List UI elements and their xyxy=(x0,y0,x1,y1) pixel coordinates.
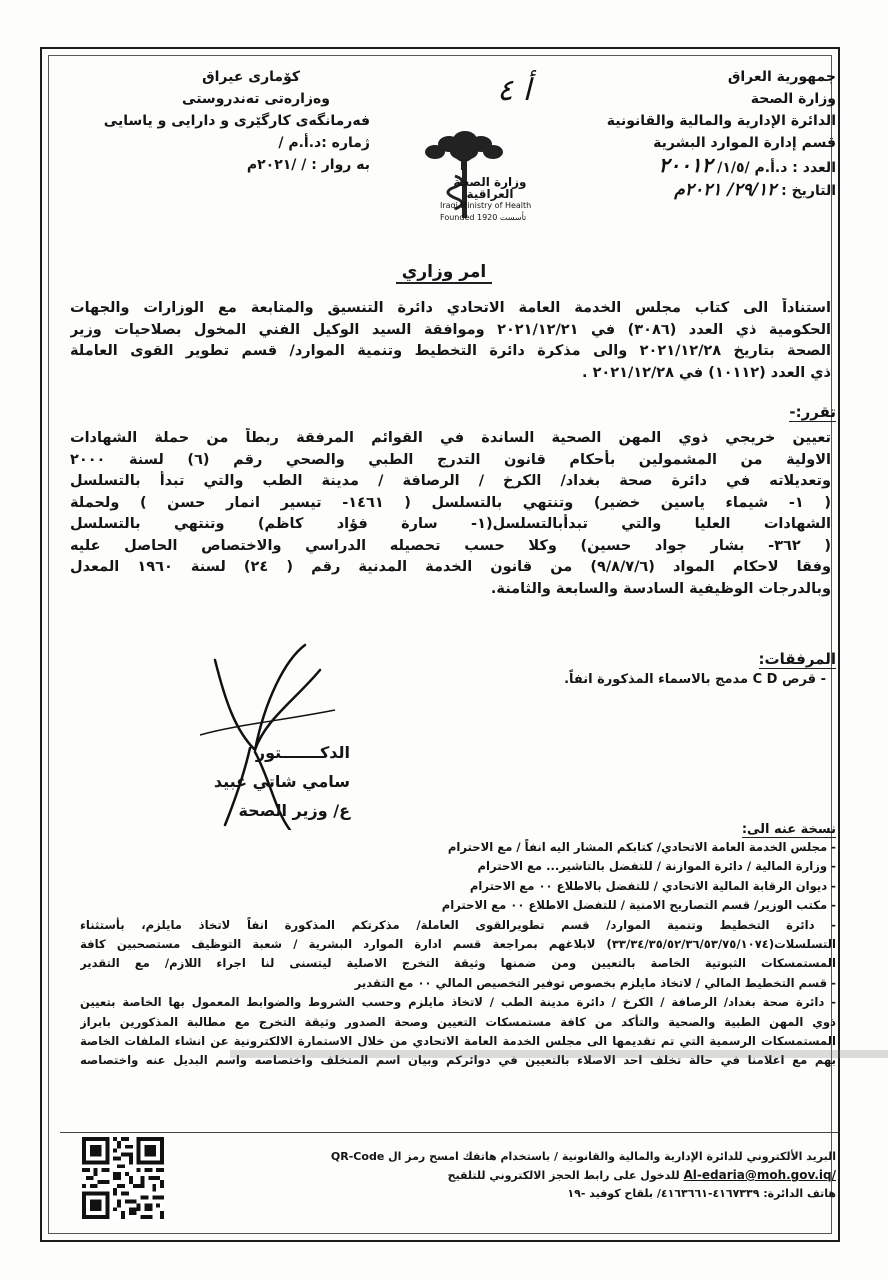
logo-name-en: Iraqi Ministry of Health xyxy=(440,201,532,210)
header-left-directorate: فەرمانگەی کارگێری و دارایی و یاسایی xyxy=(103,113,370,129)
intro-line: الحكومية ذي العدد (٣٠٨٦) في ٢٠٢١/١٢/٢١ وموافقة السيد الوكيل الفني المخول بصلاحيات وزير xyxy=(70,321,831,338)
header-country: جمهورية العراق xyxy=(727,69,836,85)
decision-line: وفقا لاحكام المواد (٩/٨/٧/٦) من قانون الخدمة المدنية رقم ( ٢٤) لسنة ١٩٦٠ المعدل xyxy=(70,559,831,575)
decision-paragraph xyxy=(70,428,831,600)
decision-line: الشهادات العليا والتي تبدأبالتسلسل(١- سارة فؤاد كاظم) وتنتهي بالتسلسل xyxy=(70,516,831,532)
logo-founded-en: Founded 1920 xyxy=(440,213,498,222)
header-left-ministry: وەزارەتی تەندروستی xyxy=(182,91,330,107)
logo-name-ar: وزارة الصحة العراقية xyxy=(453,175,527,201)
copy-recipient: - دائرة التخطيط وتنمية الموارد/ قسم تطويرالقوى العاملة/ مذكرتكم المذكورة انفاً لاتخاذ مايلزم، بأستثناء xyxy=(80,917,836,932)
header-left-country: كۆماری عیراق xyxy=(202,69,300,85)
footer-phone: هاتف الدائرة: ٤١٦٧٣٣٩-٤١٦٣٦٦١/ بلقاح كوفيد -١٩ xyxy=(567,1187,836,1200)
copy-recipient-cont: ذوي المهن الطبية والصحية والتأكد من كافة مستمسكات التعيين وصحة الصدور وثيقة التخرج مع مطالبة المذكورين بابراز xyxy=(80,1014,836,1029)
copies-list xyxy=(80,838,836,1071)
intro-paragraph xyxy=(70,298,831,384)
header-left-number: ژمارە :د.أ.م / xyxy=(278,135,370,151)
header-ministry: وزارة الصحة xyxy=(750,91,836,107)
decision-line: وبالدرجات الوظيفية السادسة والسابعة والثامنة. xyxy=(490,580,831,597)
footer-divider xyxy=(60,1132,838,1133)
copy-recipient-cont: بهم مع اعلامنا في حالة تخلف احد الاصلاء بالتعيين في دوائركم وبيان اسم المتخلف واختصاصه واسم البديل عنه واختصاصه xyxy=(80,1053,836,1068)
attachments-label: المرفقات: xyxy=(758,650,836,668)
date-value: ٢٩/١٢/ ٢٠٢١م xyxy=(674,180,777,200)
logo-founded xyxy=(440,212,540,224)
qr-code-icon[interactable] xyxy=(82,1137,164,1219)
footer-email-link[interactable]: Al-edaria@moh.gov.iq/ xyxy=(683,1168,836,1182)
number-label: العدد : د.أ.م /١/٥/ xyxy=(717,160,836,176)
decision-line: الاولية من المشمولين بأحكام قانون التدرج الطبي والصحي رقم (٦) لسنة ٢٠٠٠ xyxy=(70,451,831,468)
signature-block xyxy=(200,738,350,825)
signatory-name: سامي شاتي عبيد xyxy=(213,772,350,791)
copies-label: نسخة عنه الى: xyxy=(741,822,836,837)
footer-line-1: البريد الألكتروني للدائرة الإدارية والمالية والقانونية / باستخدام هاتفك امسح رمز ال QR-Code xyxy=(330,1150,836,1163)
intro-line: استناداً الى كتاب مجلس الخدمة العامة الاتحادي دائرة التنسيق والمتابعة مع الوزارات والجهات xyxy=(70,300,831,316)
copy-recipient: - دائرة صحة بغداد/ الرصافة / الكرخ / دائرة مدينة الطب / لاتخاذ مايلزم وحسب الشروط والضوابط المعمول بها الخاصة بتعيين xyxy=(80,995,836,1010)
copy-recipient-cont: التسلسلات(٣٣/٣٤/٣٥/٥٢/٣٦/٥٣/٧٥/١٠٧٤) لابلاغهم بمراجعة قسم ادارة الموارد البشرية / شعبة التوظيف مستصحبين كافة xyxy=(80,937,836,952)
copy-recipient: - وزارة المالية / دائرة الموازنة / للتفضل بالتاشير... مع الاحترام xyxy=(477,859,836,874)
header-left-date: بە روار : / /٢٠٢١م xyxy=(246,157,370,173)
number-value: ٢٠٠١٢ xyxy=(658,153,713,177)
footer-line-2 xyxy=(316,1166,836,1185)
header-directorate: الدائرة الإدارية والمالية والقانونية xyxy=(606,113,836,129)
header-date xyxy=(576,179,836,202)
decision-label: تقرر:- xyxy=(789,403,836,421)
intro-line: ذي العدد (١٠١١٢) في ٢٠٢١/١٢/٢٨ . xyxy=(582,364,831,381)
footer xyxy=(316,1148,836,1203)
handwritten-mark: أ ٤ xyxy=(497,73,531,108)
attachment-item: - قرص C D مدمج بالاسماء المذكورة انفاً. xyxy=(564,672,826,687)
copy-recipient-cont: المستمسكات الرسمية التي تم تقديمها الى مجلس الخدمة العامة الاتحادي من خلال الاستمارة الالكترونية عن انشاء الملفات الخاصة xyxy=(80,1034,836,1049)
header-number xyxy=(576,154,836,179)
header-left xyxy=(103,66,370,176)
logo-caption xyxy=(440,176,540,224)
copy-recipient: - مكتب الوزير/ قسم التصاريح الامنية / للتفضل الاطلاع ٠٠ مع الاحترام xyxy=(441,898,836,913)
date-label: التاريخ : xyxy=(781,183,836,199)
signatory-title: الدكـــــــتور xyxy=(255,743,350,762)
intro-line: الصحة بتاريخ ٢٠٢١/١٢/٢٨ والى مذكرة دائرة التخطيط وتنمية الموارد/ قسم تطوير القوى العاملة xyxy=(70,343,831,359)
document-title-wrap xyxy=(0,262,888,282)
decision-line: ( ٣٦٢- بشار جواد حسين) وكلا حسب تحصيله الدراسي والاختصاص الحاصل عليه xyxy=(70,537,831,554)
copy-recipient: - مجلس الخدمة العامة الاتحادي/ كتابكم المشار اليه انفاً / مع الاحترام xyxy=(447,840,836,854)
copy-recipient: - قسم التخطيط المالي / لاتخاذ مايلزم بخصوص توفير التخصيص المالي ٠٠ مع التقدير xyxy=(354,975,836,990)
signatory-position: ع/ وزير الصحة xyxy=(238,801,350,820)
copy-recipient: - ديوان الرقابة المالية الاتحادي / للتفضل بالاطلاع ٠٠ مع الاحترام xyxy=(469,878,836,893)
decision-line: تعيين خريجي ذوي المهن الصحية الساندة في القوائم المرفقة ربطاً من حملة الشهادات xyxy=(70,430,831,446)
copy-recipient-cont: المستمسكات الثبوتية الخاصة بالتعيين ومن ضمنها وثيقة التخرج الاصلية ليتسنى لنا اجراء اللازم/ مع التقدير xyxy=(80,956,836,971)
document-title: امر وزاري xyxy=(396,262,492,284)
header-right xyxy=(576,66,836,202)
decision-line: وتعديلاته في دائرة صحة بغداد/ الكرخ / الرصافة / مدينة الطب والتي تبدأ بالتسلسل xyxy=(70,473,831,489)
tree-emblem-icon xyxy=(405,60,540,170)
scan-smudge xyxy=(230,1050,888,1058)
logo-founded-ar: تأسست xyxy=(499,213,527,222)
footer-booking-text: للدخول على رابط الحجز الالكتروني للتلقيح xyxy=(447,1169,684,1182)
decision-line: ( ١- شيماء ياسين خضير) وتنتهي بالتسلسل ( ١٤٦١- تيسير انمار حسن ) ولحملة xyxy=(70,494,831,511)
header-department: قسم إدارة الموارد البشرية xyxy=(653,135,836,151)
